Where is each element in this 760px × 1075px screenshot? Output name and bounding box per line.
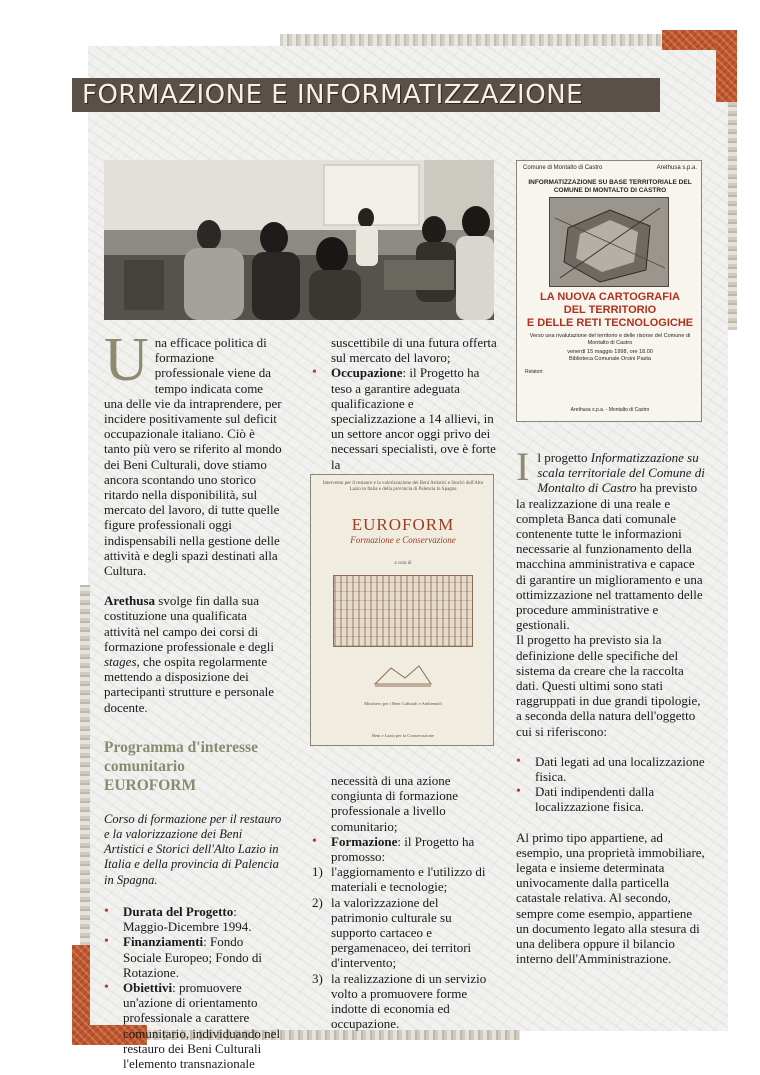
drop-cap: I (516, 444, 530, 489)
poster-footer: Arethusa s.p.a. - Montalto di Castro (570, 407, 650, 413)
project-details-list (104, 904, 284, 1071)
poster-heading: INFORMATIZZAZIONE SU BASE TERRITORIALE DEL COMUNE DI MONTALTO DI CASTRO (528, 179, 692, 194)
poster-title-line-3: E DELLE RETI TECNOLOGICHE (526, 317, 694, 329)
numbered-item (312, 971, 498, 1032)
numbered-item (312, 864, 498, 894)
project-text-a: l progetto (537, 450, 591, 465)
poster-speakers: Relatori: (525, 369, 544, 375)
book-header: Intervento per il restauro e la valorizzazione dei Beni Artistici e Storici dell'Alto Lazio in Italia e della provincia di Palencia in Spagna (322, 481, 484, 492)
poster-title (523, 291, 697, 330)
list-item (312, 834, 498, 864)
list-item-label: Occupazione (331, 365, 403, 381)
conference-poster (516, 160, 702, 422)
column-middle-bottom (312, 773, 498, 1031)
classroom-photo-illustration (104, 160, 494, 320)
poster-map-image (549, 197, 669, 287)
book-footer: Beni e Lazio per la Conservazione (371, 733, 435, 738)
numbered-item (312, 895, 498, 971)
frame-border-left (80, 585, 90, 945)
data-collection-paragraph: Il progetto ha previsto sia la definizione delle specifiche del sistema da creare che la raccolta dati. Questi ultimi sono stati raggruppati in due grandi tipologie, a seconda della natura dell'oggetto cui si riferiscono: (516, 632, 701, 739)
euroform-book-cover (310, 474, 494, 746)
column-left (104, 326, 284, 1071)
arethusa-name: Arethusa (104, 593, 156, 609)
frame-border-top (280, 34, 665, 46)
poster-top-line (523, 165, 697, 171)
item-text: l'aggiornamento e l'utilizzo di materiali e tecnologie; (331, 864, 486, 895)
drop-cap: U (104, 326, 149, 394)
continuation-text: suscettibile di una futura offerta sul mercato del lavoro; (331, 335, 497, 366)
list-item-label: Durata del Progetto (123, 903, 234, 919)
classroom-photo (104, 160, 494, 320)
column-right (516, 444, 706, 967)
continuation-text: necessità di una azione congiunta di formazione professionale a livello comunitario; (331, 773, 459, 834)
project-title: Informatizzazione su scala territoriale del Comune di Montalto di Castro (537, 450, 705, 496)
poster-commune: Comune di Montalto di Castro (523, 165, 603, 171)
page-title: FORMAZIONE E INFORMATIZZAZIONE (82, 80, 584, 110)
poster-venue: Biblioteca Comunale Orsini Pasta (569, 356, 651, 362)
list-item-text: : promuovere un'azione di orientamento professionale a carattere comunitario, individuando nel restauro dei Beni Culturali l'elemento transnazionale (123, 979, 281, 1071)
column-middle-top (312, 335, 498, 472)
item-text: la realizzazione di un servizio volto a promuovere forme indotte di economia ed occupazione. (331, 970, 487, 1032)
arethusa-paragraph (104, 593, 284, 715)
project-text-b: ha previsto la realizzazione di una reale e completa Banca dati comunale contenente tutte le informazioni necessarie al funzionamento della macchina amministrativa e capace di garantire un miglioramento e una ottimizzazione nel trattamento delle procedure amministrative e gestionali. (516, 480, 703, 633)
item-number: 1) (312, 864, 323, 880)
stages-word: stages (104, 654, 137, 670)
poster-date (525, 349, 695, 363)
examples-paragraph: Al primo tipo appartiene, ad esempio, una proprietà immobiliare, legata e insieme determinata univocamente dalla particella catastale relativa. Al secondo, sempre come esempio, appartiene un documento legato alla stesura di una delibera oppure il bilancio interno dell'Amministrazione. (516, 829, 705, 967)
list-item-label: Obiettivi (123, 979, 173, 995)
book-title: EUROFORM (351, 515, 455, 534)
list-item-text: : Maggio-Dicembre 1994. (123, 903, 252, 935)
section-heading (104, 738, 284, 795)
arethusa-text-a: svolge fin dalla sua costituzione una qualificata attività nel campo dei corsi di formazione professionale e degli (104, 593, 275, 654)
poster-subtitle: Verso una rivalutazione del territorio e delle risorse del Comune di Montalto di Castro (529, 333, 691, 346)
data-types-list (516, 754, 706, 815)
section-heading-line-3: EUROFORM (104, 776, 197, 794)
item-text: la valorizzazione del patrimonio culturale su supporto cartaceo e pergamenaceo, dei territori d'intervento; (331, 894, 472, 971)
list-item-label: Finanziamenti (123, 934, 204, 950)
numbered-list (312, 864, 498, 1031)
item-number: 2) (312, 894, 323, 910)
objectives-list (312, 365, 498, 471)
section-heading-line-2: comunitario (104, 757, 185, 775)
book-author: a cura di (394, 561, 412, 566)
frame-border-right (728, 100, 737, 330)
list-item-text: : Fondo Sociale Europeo; Fondo di Rotazione. (123, 934, 263, 980)
list-item-text: : il Progetto ha promosso: (331, 833, 475, 865)
poster-title-line-1: LA NUOVA CARTOGRAFIA (540, 291, 680, 303)
intro-paragraph (104, 326, 284, 579)
list-item (312, 365, 498, 471)
arethusa-text-b: , che ospita regolarmente mettendo a disposizione dei partecipanti strutture e personale docente. (104, 654, 275, 715)
intro-paragraph-text: na efficace politica di formazione professionale viene da tempo indicata come una delle vie da intraprendere, per incidere positivamente sul deficit occupazionale italiano. Ciò è tanto più vero se riferito al mondo dei Beni Culturali, dove stiamo ancora scontando uno storico ritardo nella disponibilità, sul mercato del lavoro, di tutte quelle figure professionali oggi indispensabili nella gestione delle attività e degli spazi destinati alla Cultura. (104, 335, 282, 579)
section-heading-line-1: Programma d'interesse (104, 738, 258, 756)
training-list (312, 834, 498, 864)
list-item (104, 904, 284, 934)
book-subtitle: Formazione e Conservazione (350, 535, 456, 545)
list-item-text: : il Progetto ha teso a garantire adeguata qualificazione e specializzazione a 14 allievi, in un settore ancor oggi privo dei necessari specialisti, ove è forte la (331, 365, 496, 472)
list-item: • Dati legati ad una localizzazione fisica. (516, 754, 706, 784)
poster-title-line-2: DEL TERRITORIO (563, 304, 657, 316)
book-institution: Ministero per i Beni Culturali e Ambientali (364, 701, 442, 706)
page-title-banner (72, 78, 660, 112)
aerial-map-illustration (550, 198, 669, 287)
poster-date-text: venerdì 15 maggio 1998, ore 18.00 (567, 349, 653, 355)
item-number: 3) (312, 970, 323, 986)
course-description: Corso di formazione per il restauro e la valorizzazione dei Beni Artistici e Storici dell'Alto Lazio in Italia e della provincia di Palencia in Spagna. (104, 811, 282, 887)
list-item (104, 980, 284, 1071)
book-logo-emblem (371, 660, 435, 690)
book-cover-engraving (333, 575, 473, 647)
corner-ornament-top-right-vertical (716, 30, 737, 102)
poster-company: Arethusa s.p.a. (656, 165, 697, 171)
list-item: • Dati indipendenti dalla localizzazione fisica. (516, 784, 706, 814)
list-item (104, 934, 284, 980)
list-item-label: Formazione (331, 833, 398, 849)
project-paragraph (516, 444, 706, 633)
